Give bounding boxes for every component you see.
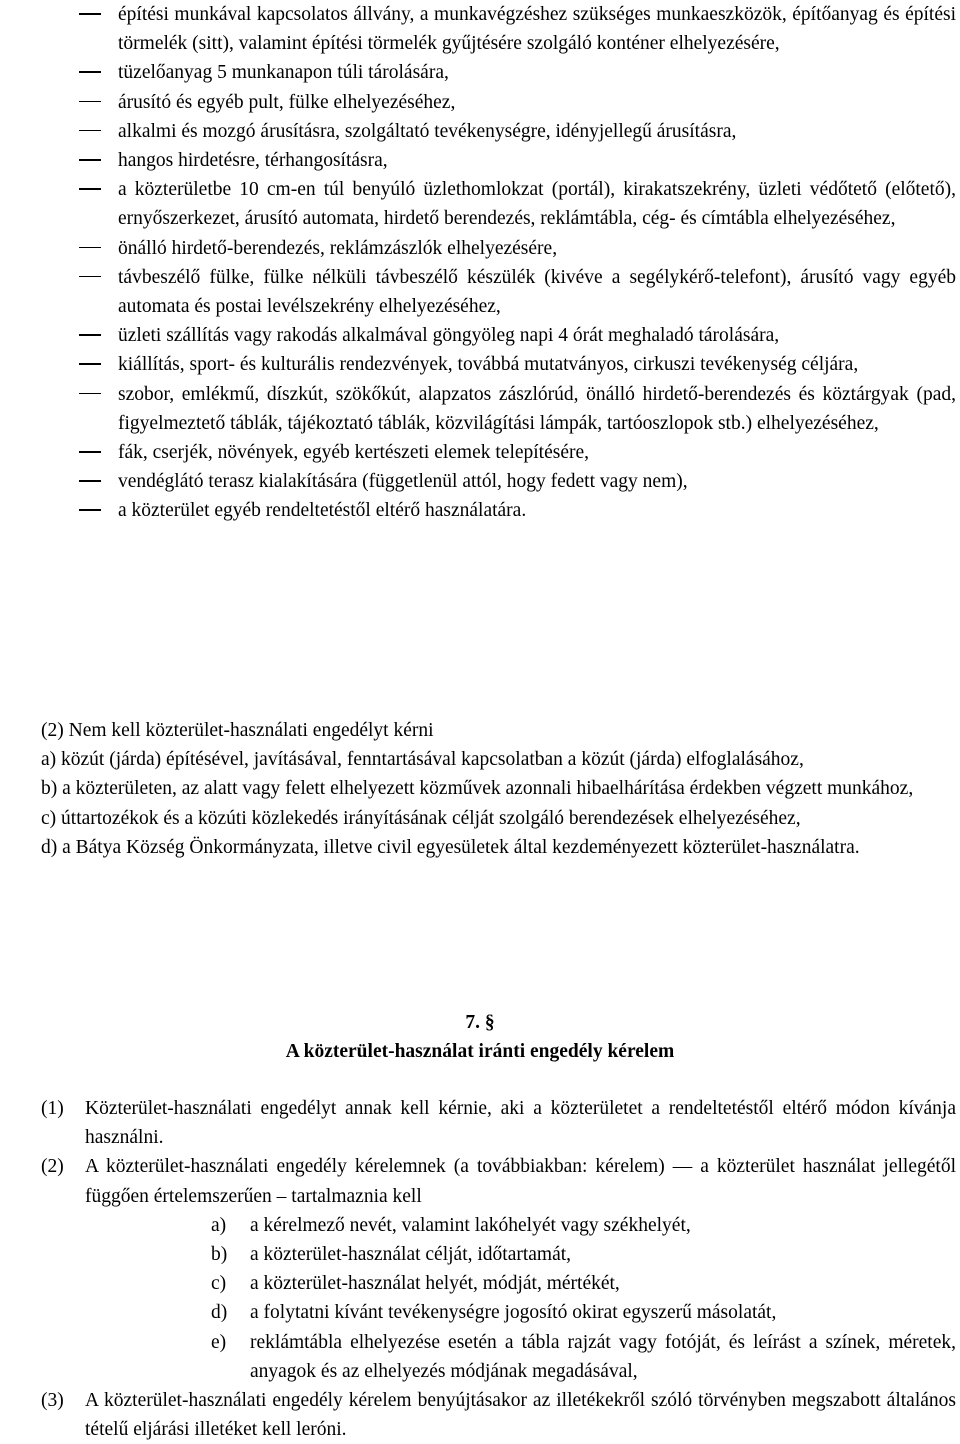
- paragraph-number: (3): [41, 1390, 64, 1412]
- sub-item: c) a közterület-használat helyét, módját, mértékét,: [0, 1269, 956, 1298]
- list-item: kiállítás, sport- és kulturális rendezvények, továbbá mutatványos, cirkuszi tevékenység céljára,: [0, 350, 956, 379]
- sub-item: a) a kérelmező nevét, valamint lakóhelyét vagy székhelyét,: [0, 1211, 956, 1240]
- sub-item-letter: c): [211, 1273, 227, 1295]
- sub-item-letter: b): [211, 1244, 228, 1266]
- exemption-item: a) közút (járda) építésével, javításával, fenntartásával kapcsolatban a közút (járda) elfoglalásához,: [41, 749, 804, 771]
- section-intro: (2) Nem kell közterület-használati engedélyt kérni: [41, 720, 434, 741]
- list-item: szobor, emlékmű, díszkút, szökőkút, alapzatos zászlórúd, önálló hirdető-berendezés és köztárgyak (pad, figyelmeztető táblák, tájékoztató táblák, közvilágítási lámpák, tartóoszlopok stb.) elhelyezéséhez,: [0, 380, 956, 438]
- list-item: építési munkával kapcsolatos állvány, a munkavégzéshez szükséges munkaeszközök, építőanyag és építési törmelék (sitt), valamint építési törmelék gyűjtésére szolgáló konténer elhelyezésére,: [0, 0, 956, 58]
- dash-bullet: [79, 247, 101, 249]
- exemption-item: b) a közterületen, az alatt vagy felett elhelyezett közművek azonnali hibaelhárítása érdekben végzett munkához,: [41, 778, 914, 800]
- list-item: tüzelőanyag 5 munkanapon túli tárolására,: [0, 58, 956, 87]
- sub-item-letter: e): [211, 1331, 227, 1353]
- list-item: árusító és egyéb pult, fülke elhelyezéséhez,: [0, 88, 956, 117]
- section-heading: [0, 1008, 960, 1066]
- dash-list: [0, 0, 960, 526]
- dash-bullet: [79, 334, 101, 336]
- dash-bullet: [79, 451, 101, 453]
- list-item: üzleti szállítás vagy rakodás alkalmával göngyöleg napi 4 órát meghaladó tárolására,: [0, 321, 956, 350]
- sub-item-letter: d): [211, 1302, 228, 1324]
- dash-bullet: [79, 276, 101, 278]
- sub-item: e) reklámtábla elhelyezése esetén a tábla rajzát vagy fotóját, és leírást a színek, méretek, anyagok és az elhelyezés módjának megadásával,: [0, 1328, 956, 1386]
- list-item: hangos hirdetésre, térhangosításra,: [0, 146, 956, 175]
- dash-bullet: [79, 13, 101, 15]
- list-item: távbeszélő fülke, fülke nélküli távbeszélő készülék (kivéve a segélykérő-telefont), árusító vagy egyéb automata és postai levélszekrény elhelyezéséhez,: [0, 263, 956, 321]
- dash-bullet: [79, 480, 101, 482]
- dash-bullet: [79, 363, 101, 365]
- dash-bullet: [79, 101, 101, 103]
- list-item: fák, cserjék, növények, egyéb kertészeti elemek telepítésére,: [0, 438, 956, 467]
- list-item: alkalmi és mozgó árusításra, szolgáltató tevékenységre, idényjellegű árusításra,: [0, 117, 956, 146]
- sub-item: d) a folytatni kívánt tevékenységre jogosító okirat egyszerű másolatát,: [0, 1298, 956, 1327]
- exemption-item: c) úttartozékok és a közúti közlekedés irányításának célját szolgáló berendezések elhelyezéséhez,: [41, 807, 801, 829]
- section-title: A közterület-használat iránti engedély kérelem: [285, 1041, 675, 1063]
- sub-item-letter: a): [211, 1214, 227, 1236]
- paragraph: (1) Közterület-használati engedélyt annak kell kérnie, aki a közterületet a rendeltetéstől eltérő módon kívánja használni.: [0, 1094, 956, 1152]
- section-number: 7. §: [465, 1012, 495, 1033]
- list-item: a közterület egyéb rendeltetéstől eltérő használatára.: [0, 496, 956, 525]
- dash-bullet: [79, 71, 101, 73]
- dash-bullet: [79, 130, 101, 132]
- sub-item: b) a közterület-használat célját, időtartamát,: [0, 1240, 956, 1269]
- dash-bullet: [79, 393, 101, 395]
- dash-bullet: [79, 509, 101, 511]
- paragraph: (2) A közterület-használati engedély kérelemnek (a továbbiakban: kérelem) — a közterület használat jellegétől függően értelemszerűen – tartalmaznia kell: [0, 1152, 956, 1210]
- dash-bullet: [79, 159, 101, 161]
- paragraph-number: (1): [41, 1098, 64, 1119]
- list-item: önálló hirdető-berendezés, reklámzászlók elhelyezésére,: [0, 234, 956, 263]
- paragraph-number: (2): [41, 1156, 64, 1178]
- paragraph: (3) A közterület-használati engedély kérelem benyújtásakor az illetékekről szóló törvényben megszabott általános tételű eljárási illetéket kell leróni.: [0, 1386, 956, 1444]
- dash-bullet: [79, 188, 101, 190]
- list-item: a közterületbe 10 cm-en túl benyúló üzlethomlokzat (portál), kirakatszekrény, üzleti védőtető (előtető), ernyőszerkezet, árusító automata, hirdető berendezés, reklámtábla, cég- és címtábla elhelyezéséhez,: [0, 175, 956, 233]
- paragraph-list: [0, 1094, 960, 1444]
- exemptions-section: [4, 716, 956, 862]
- exemption-item: d) a Bátya Község Önkormányzata, illetve civil egyesületek által kezdeményezett közterület-használatra.: [41, 836, 860, 858]
- list-item: vendéglátó terasz kialakítására (függetlenül attól, hogy fedett vagy nem),: [0, 467, 956, 496]
